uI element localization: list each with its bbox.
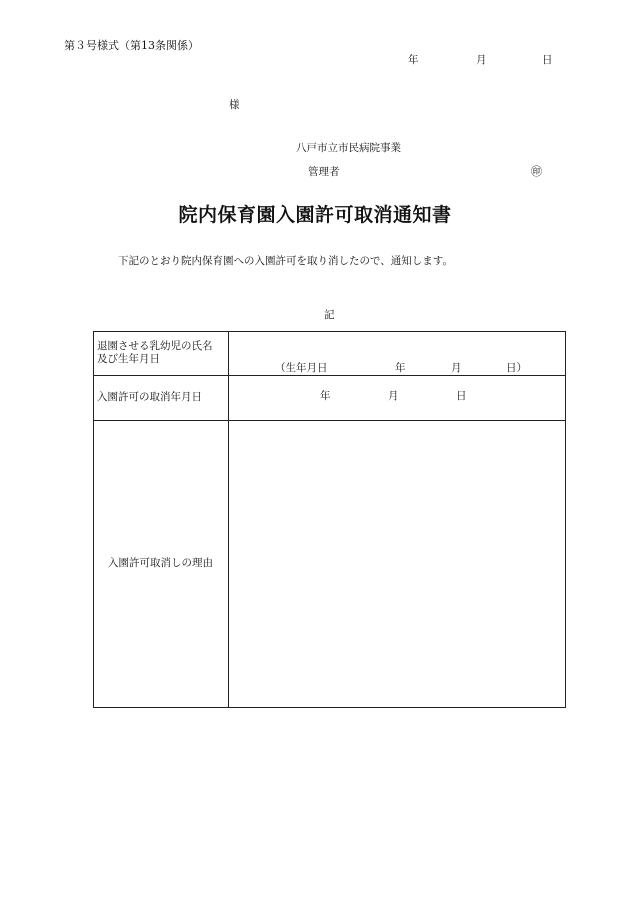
child-name-label-line2: 及び生年月日	[97, 353, 160, 365]
child-name-field[interactable]	[229, 332, 566, 376]
seal-mark-icon: ㊞	[531, 165, 542, 178]
table-row	[94, 332, 566, 376]
addressee-honorific: 様	[229, 99, 240, 111]
date-day-label: 日	[542, 54, 553, 66]
sender-organization: 八戸市立市民病院事業	[296, 142, 401, 154]
table-row	[94, 376, 566, 421]
cancel-year-label: 年	[320, 390, 331, 402]
birth-month-label: 月	[451, 362, 462, 374]
birth-day-close-label: 日）	[506, 362, 527, 374]
intro-text: 下記のとおり院内保育園への入園許可を取り消したので、通知します。	[118, 255, 453, 267]
date-year-label: 年	[408, 54, 419, 66]
cancel-date-field[interactable]	[229, 376, 566, 421]
cancel-month-label: 月	[388, 390, 399, 402]
document-title: 院内保育園入園許可取消通知書	[178, 204, 452, 226]
table-row	[94, 421, 566, 708]
date-month-label: 月	[476, 54, 487, 66]
sender-role: 管理者	[308, 166, 340, 178]
notice-form-table	[93, 331, 566, 708]
cancel-date-label: 入園許可の取消年月日	[97, 391, 202, 403]
reason-label: 入園許可取消しの理由	[108, 557, 213, 569]
birth-year-label: 年	[395, 362, 406, 374]
cancel-date-label-cell	[94, 376, 229, 421]
ki-heading: 記	[324, 309, 335, 321]
birth-date-open-label: （生年月日	[275, 362, 328, 374]
cancel-day-label: 日	[456, 390, 467, 402]
child-name-label-cell	[94, 332, 229, 376]
child-name-label-line1: 退園させる乳幼児の氏名	[97, 340, 213, 352]
reason-label-cell	[94, 421, 229, 708]
form-number: 第３号様式（第13条関係）	[64, 39, 199, 52]
reason-field[interactable]	[229, 421, 566, 708]
